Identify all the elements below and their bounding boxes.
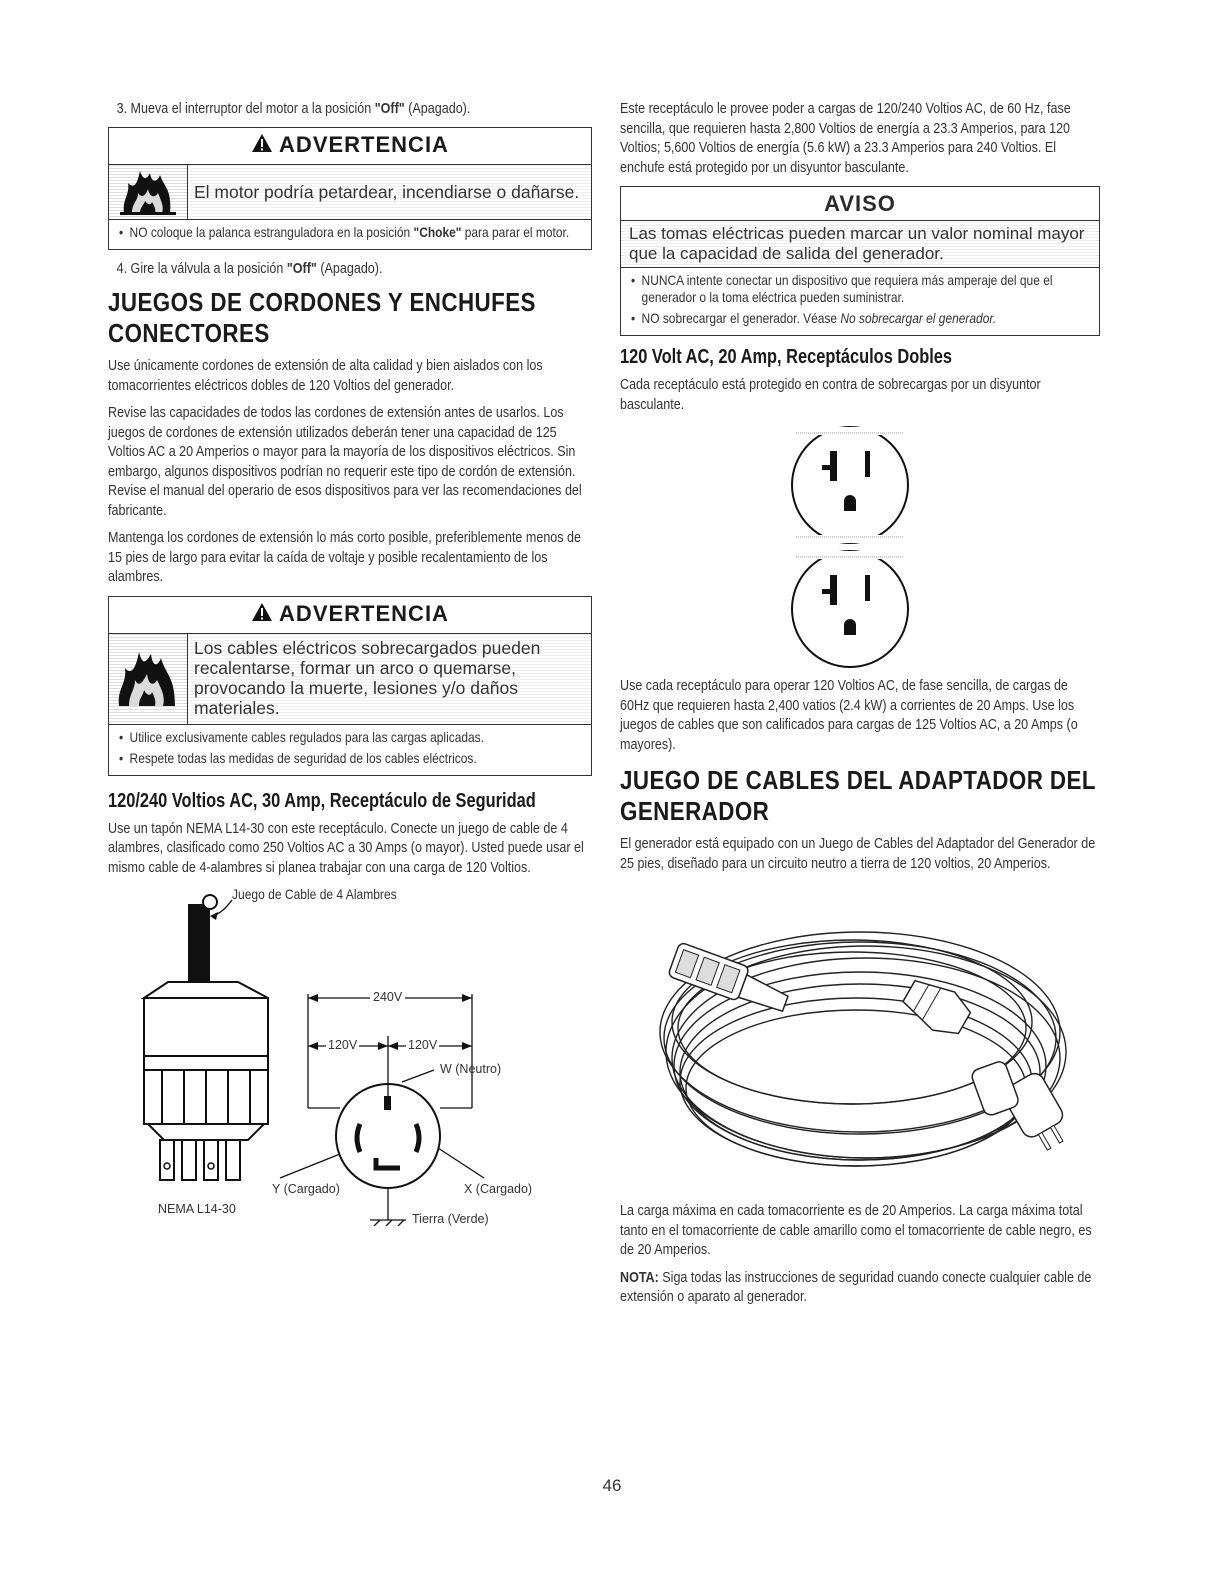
paragraph: Use cada receptáculo para operar 120 Voltios AC, de fase sencilla, de cargas de 60Hz que requieren hasta 2,400 vatios (2.4 kW) a corrientes de 20 Amps. Use los juegos de cables que son calificados para cargas de 125 Voltios AC, a 20 Amps (o mayores).	[620, 678, 1078, 753]
notice-text: Las tomas eléctricas pueden marcar un valor nominal mayor que la capacidad de salida del generador.	[621, 221, 1099, 268]
paragraph: La carga máxima en cada tomacorriente es de 20 Amperios. La carga máxima total tanto en el tomacorriente de cable amarillo como el tomacorriente de cable negro, es de 20 Amperios.	[620, 1203, 1092, 1258]
paragraph: Revise las capacidades de todos las cordones de extensión antes de usarlos. Los juegos de cordones de extensión utilizados deberán tener una capacidad de 125 Voltios AC a 20 Amperios o mayor para la mayoría de los dispositivos eléctricos. Sin embargo, algunos dispositivos podrían no requerir este tipo de cordón de extensión. Revise el manual del operario de esos dispositivos para ver las recomendaciones del fabricante.	[108, 405, 582, 519]
section-heading-adapter: JUEGO DE CABLES DEL ADAPTADOR DEL GENERADOR	[620, 765, 1096, 826]
warning-bullet: • Utilice exclusivamente cables regulados para las cargas aplicadas.	[119, 729, 587, 746]
x-terminal-label: X (Cargado)	[464, 1182, 533, 1197]
outlet-icon	[786, 551, 914, 667]
fire-hazard-icon	[109, 165, 188, 219]
notice-bullets	[621, 268, 1099, 335]
subheading-20amp: 120 Volt AC, 20 Amp, Receptáculos Dobles	[620, 346, 953, 368]
warning-header: ADVERTENCIA	[109, 128, 591, 165]
warning-header: ADVERTENCIA	[109, 597, 591, 634]
warning-box-engine	[108, 127, 592, 250]
warning-bullets	[109, 725, 591, 775]
outlet-icon	[786, 427, 914, 543]
cable-label: Juego de Cable de 4 Alambres	[232, 886, 397, 903]
voltage-120-label-a: 120V	[328, 1038, 358, 1053]
notice-box	[620, 186, 1100, 336]
voltage-120-label-b: 120V	[408, 1038, 438, 1053]
y-terminal-label: Y (Cargado)	[272, 1182, 340, 1197]
warning-text: El motor podría petardear, incendiarse o dañarse.	[188, 165, 591, 219]
paragraph: Use un tapón NEMA L14-30 con este receptáculo. Conecte un juego de cable de 4 alambres, clasificado como 250 Voltios AC a 30 Amps (o mayor). Usted puede usar el mismo cable de 4-alambres si planea trabajar con una carga de 120 Voltios.	[108, 820, 584, 876]
step-3: 3. Mueva el interruptor del motor a la posición "Off" (Apagado).	[116, 101, 471, 117]
warning-triangle-icon	[251, 133, 273, 159]
paragraph: Use únicamente cordones de extensión de alta calidad y bien aislados con los tomacorrientes eléctricos dobles de 120 Voltios del generador.	[108, 358, 543, 394]
step-4: 4. Gire la válvula a la posición "Off" (Apagado).	[116, 261, 383, 278]
warning-bullet: • NO coloque la palanca estranguladora en la posición "Choke" para parar el motor.	[119, 224, 587, 241]
notice-header: AVISO	[621, 187, 1099, 221]
paragraph: Este receptáculo le provee poder a cargas de 120/240 Voltios AC, de 60 Hz, fase sencilla, que requieren hasta 2,800 Voltios de energía a 23.3 Amperios, para 120 Voltios; 5,600 Voltios de energía (5.6 kW) a 23.3 Amperios para 240 Voltios. El enchufe está protegido por un disyuntor basculante.	[620, 101, 1071, 176]
paragraph: Mantenga los cordones de extensión lo más corto posible, preferiblemente menos de 15 pies de largo para evitar la caída de voltaje y posible recalentamiento de los alambres.	[108, 530, 582, 586]
warning-bullet: • Respete todas las medidas de seguridad de los cables eléctricos.	[119, 750, 587, 767]
ground-label: Tierra (Verde)	[412, 1212, 489, 1227]
plug-label: NEMA L14-30	[158, 1202, 236, 1217]
notice-bullet: • NUNCA intente conectar un dispositivo que requiera más amperaje del que el generador o la toma eléctrica pueden suministrar.	[631, 272, 1095, 306]
neutral-label: W (Neutro)	[440, 1062, 502, 1077]
paragraph: El generador está equipado con un Juego de Cables del Adaptador del Generador de 25 pies, diseñado para un circuito neutro a tierra de 120 voltios, 20 Amperios.	[620, 836, 1096, 872]
right-column	[620, 100, 1100, 1316]
page-number: 46	[602, 1476, 622, 1495]
l14-30-diagram	[108, 886, 592, 1226]
left-column	[108, 100, 592, 1226]
voltage-240-label: 240V	[370, 990, 405, 1004]
note-paragraph: NOTA: Siga todas las instrucciones de seguridad cuando conecte cualquier cable de extensión o aparato al generador.	[620, 1269, 1092, 1305]
subheading-30amp: 120/240 Voltios AC, 30 Amp, Receptáculo de Seguridad	[108, 789, 536, 812]
warning-bullets	[109, 220, 591, 249]
fire-hazard-icon	[109, 634, 188, 724]
adapter-cable-illustration	[620, 882, 1100, 1202]
duplex-receptacle-diagram	[620, 423, 1100, 671]
notice-bullet: • NO sobrecargar el generador. Véase No sobrecargar el generador.	[631, 310, 1095, 327]
warning-triangle-icon	[251, 602, 273, 628]
warning-box-cables	[108, 596, 592, 776]
paragraph: Cada receptáculo está protegido en contra de sobrecargas por un disyuntor basculante.	[620, 377, 1041, 413]
warning-text: Los cables eléctricos sobrecargados pueden recalentarse, formar un arco o quemarse, provocando la muerte, lesiones y/o daños materiales.	[188, 634, 591, 724]
section-heading-cords: JUEGOS DE CORDONES Y ENCHUFES CONECTORES	[108, 287, 536, 349]
